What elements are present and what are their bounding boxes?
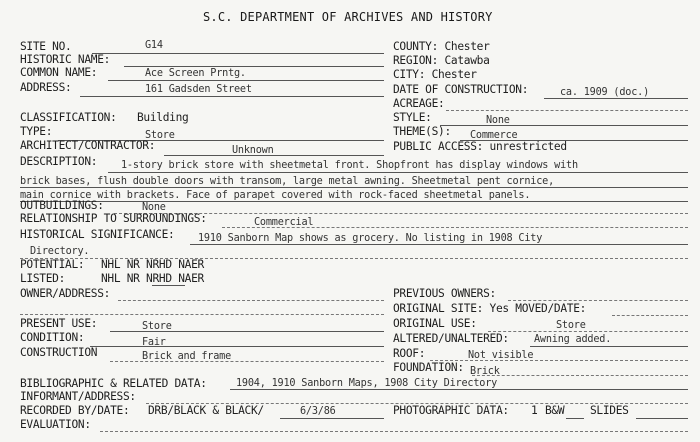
type-value: Store bbox=[145, 130, 175, 141]
listed-nrhd-underline bbox=[152, 285, 185, 286]
city: CITY: Chester bbox=[393, 68, 477, 81]
outbuildings-label: OUTBUILDINGS: bbox=[20, 199, 104, 212]
present-use-value: Store bbox=[142, 321, 172, 332]
description-line-2: brick bases, flush double doors with transom, large metal awning. Sheetmetal pent cornice, bbox=[20, 176, 555, 187]
evaluation-label: EVALUATION: bbox=[20, 418, 91, 431]
address-line bbox=[80, 96, 384, 97]
recorded-by: DRB/BLACK & BLACK/ bbox=[148, 404, 264, 417]
outbuildings-value: None bbox=[142, 202, 166, 213]
owner-label: OWNER/ADDRESS: bbox=[20, 287, 111, 300]
photo-slides-blank bbox=[636, 418, 688, 419]
photo-bw-blank bbox=[566, 418, 584, 419]
construction-value: Brick and frame bbox=[142, 351, 232, 362]
address-label: ADDRESS: bbox=[20, 81, 72, 94]
site-no-value: G14 bbox=[145, 40, 163, 51]
architect-label: ARCHITECT/CONTRACTOR: bbox=[20, 139, 156, 152]
photo-label: PHOTOGRAPHIC DATA: bbox=[393, 404, 509, 417]
significance-line-1: 1910 Sanborn Map shows as grocery. No listing in 1908 City bbox=[198, 233, 543, 244]
informant-label: INFORMANT/ADDRESS: bbox=[20, 390, 136, 403]
condition-label: CONDITION: bbox=[20, 331, 85, 344]
foundation-line bbox=[472, 375, 688, 376]
significance-line-2: Directory. bbox=[30, 246, 90, 257]
owner-line-2 bbox=[20, 314, 384, 315]
description-rule-3 bbox=[20, 201, 688, 202]
roof-label: ROOF: bbox=[393, 347, 426, 360]
classification-label: CLASSIFICATION: bbox=[20, 111, 117, 124]
photo-bw: B&W bbox=[545, 404, 565, 417]
photo-slides: SLIDES bbox=[590, 404, 629, 417]
theme-label: THEME(S): bbox=[393, 125, 451, 138]
site-no-label: SITE NO. bbox=[20, 40, 72, 53]
original-use-value: Store bbox=[556, 320, 586, 331]
recorded-label: RECORDED BY/DATE: bbox=[20, 404, 130, 417]
listed-label: LISTED: bbox=[20, 272, 66, 285]
owner-line bbox=[118, 300, 384, 301]
theme-value: Commerce bbox=[470, 130, 518, 141]
altered-value: Awning added. bbox=[534, 334, 612, 345]
county: COUNTY: Chester bbox=[393, 40, 490, 53]
acreage-label: ACREAGE: bbox=[393, 97, 445, 110]
construction-line bbox=[110, 361, 384, 362]
listed-options: NHL NR NRHD NAER bbox=[101, 272, 204, 285]
photo-count: 1 bbox=[531, 404, 538, 417]
form-header: S.C. DEPARTMENT OF ARCHIVES AND HISTORY bbox=[203, 10, 493, 24]
type-label: TYPE: bbox=[20, 125, 53, 138]
foundation-value: Brick bbox=[470, 366, 500, 377]
previous-owners-label: PREVIOUS OWNERS: bbox=[393, 287, 496, 300]
biblio-value: 1904, 1910 Sanborn Maps, 1908 City Directory bbox=[236, 378, 498, 389]
site-no-line bbox=[92, 53, 384, 54]
present-use-label: PRESENT USE: bbox=[20, 317, 98, 330]
foundation-label: FOUNDATION: bbox=[393, 361, 464, 374]
common-name-value: Ace Screen Prntg. bbox=[145, 68, 246, 79]
common-name-line bbox=[108, 80, 384, 81]
date-construction-label: DATE OF CONSTRUCTION: bbox=[393, 83, 529, 96]
recorded-date-line bbox=[280, 418, 384, 419]
common-name-label: COMMON NAME: bbox=[20, 66, 98, 79]
classification-value: Building bbox=[137, 111, 189, 124]
address-value: 161 Gadsden Street bbox=[145, 84, 252, 95]
significance-label: HISTORICAL SIGNIFICANCE: bbox=[20, 228, 175, 241]
description-label: DESCRIPTION: bbox=[20, 155, 98, 168]
biblio-label: BIBLIOGRAPHIC & RELATED DATA: bbox=[20, 377, 207, 390]
altered-line bbox=[530, 346, 688, 347]
evaluation-line bbox=[100, 431, 688, 432]
original-use-line bbox=[488, 331, 688, 332]
style-value: None bbox=[486, 115, 510, 126]
date-construction-line bbox=[544, 98, 688, 99]
public-access: PUBLIC ACCESS: unrestricted bbox=[393, 140, 567, 153]
style-line bbox=[440, 125, 688, 126]
recorded-date: 6/3/86 bbox=[300, 406, 336, 417]
relationship-line bbox=[222, 227, 688, 228]
relationship-label: RELATIONSHIP TO SURROUNDINGS: bbox=[20, 212, 207, 225]
potential-options: NHL NR NRHD NAER bbox=[101, 258, 204, 271]
present-use-line bbox=[110, 331, 384, 332]
description-line-3: main cornice with brackets. Face of parapet covered with rock-faced sheetmetal panels. bbox=[20, 190, 531, 201]
description-rule-2 bbox=[20, 187, 688, 188]
moved-date-line bbox=[612, 315, 688, 316]
construction-label: CONSTRUCTION bbox=[20, 346, 98, 359]
condition-value: Fair bbox=[142, 337, 166, 348]
historic-name-line bbox=[124, 66, 384, 67]
roof-value: Not visible bbox=[468, 350, 534, 361]
original-site: ORIGINAL SITE: Yes MOVED/DATE: bbox=[393, 302, 587, 315]
architect-line bbox=[164, 155, 384, 156]
style-label: STYLE: bbox=[393, 111, 432, 124]
description-line-1: 1-story brick store with sheetmetal front. Shopfront has display windows with bbox=[121, 160, 578, 171]
condition-line bbox=[90, 346, 384, 347]
potential-label: POTENTIAL: bbox=[20, 258, 85, 271]
significance-rule-1 bbox=[190, 244, 688, 245]
altered-label: ALTERED/UNALTERED: bbox=[393, 332, 509, 345]
acreage-line bbox=[446, 110, 688, 111]
relationship-value: Commercial bbox=[254, 217, 314, 228]
historic-name-label: HISTORIC NAME: bbox=[20, 53, 111, 66]
biblio-line bbox=[230, 389, 688, 390]
roof-line bbox=[430, 360, 688, 361]
architect-value: Unknown bbox=[232, 145, 274, 156]
previous-owners-line bbox=[508, 300, 688, 301]
original-use-label: ORIGINAL USE: bbox=[393, 317, 477, 330]
date-construction-value: ca. 1909 (doc.) bbox=[560, 87, 650, 98]
region: REGION: Catawba bbox=[393, 54, 490, 67]
description-rule-1 bbox=[108, 172, 688, 173]
